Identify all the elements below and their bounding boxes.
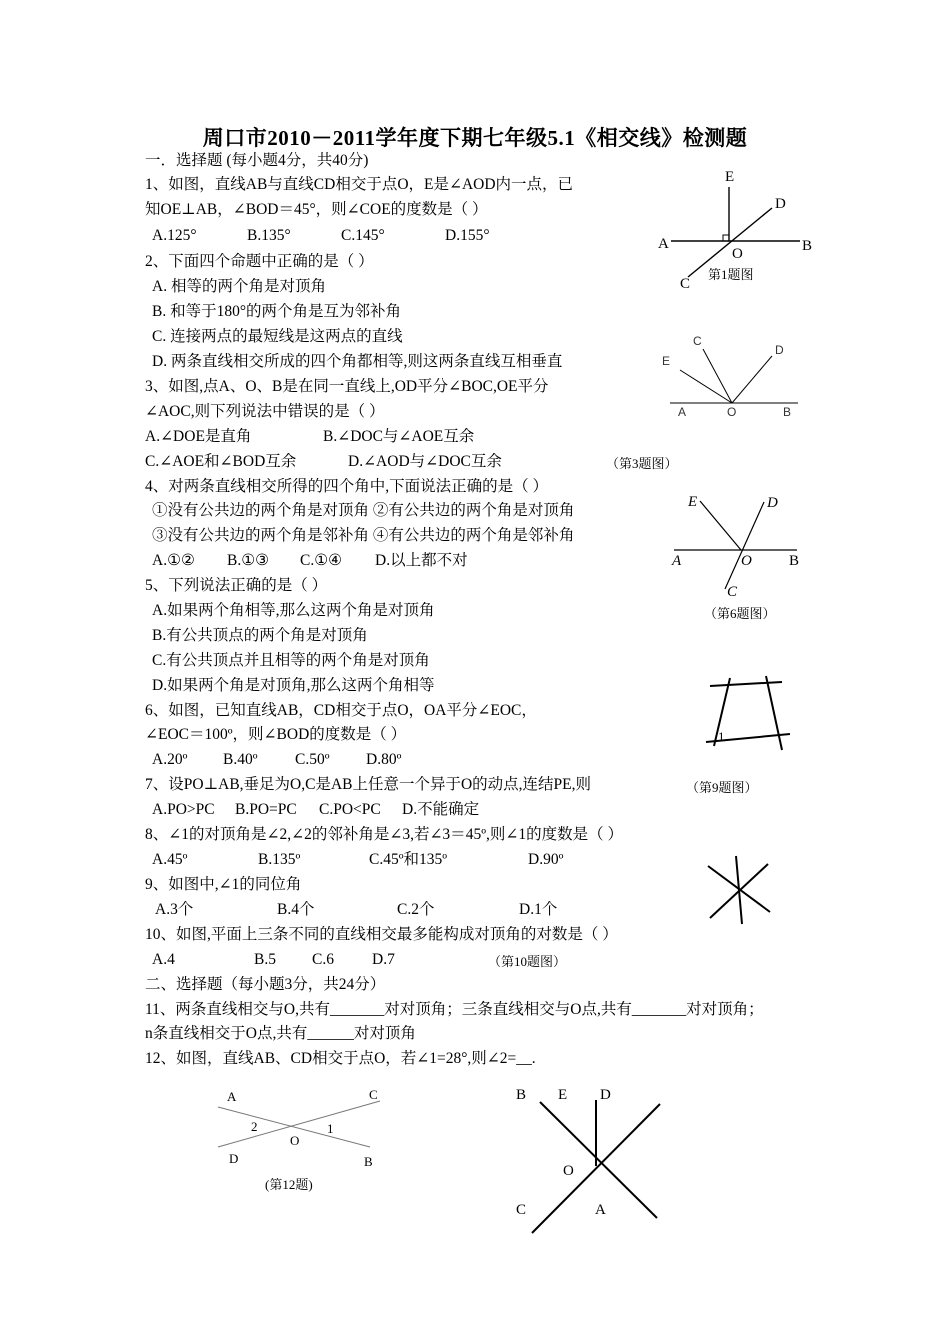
figure-10 bbox=[700, 850, 780, 930]
fig1-label-a: A bbox=[658, 236, 669, 252]
q3-line1: 3、如图,点A、O、B是在同一直线上,OD平分∠BOC,OE平分 bbox=[145, 378, 549, 395]
figure-3 bbox=[660, 330, 810, 410]
q12-stem: 12、如图，直线AB、CD相交于点O，若∠1=28°,则∠2=__. bbox=[145, 1050, 536, 1067]
q7-option-b: B.PO=PC bbox=[235, 801, 297, 818]
fig1-label-e: E bbox=[725, 169, 735, 185]
fig10-caption: （第10题图） bbox=[488, 954, 567, 969]
q8-option-b: B.135º bbox=[258, 851, 301, 868]
q6-option-a: A.20º bbox=[152, 751, 188, 768]
q1-option-b: B.135° bbox=[247, 227, 291, 244]
q7-option-d: D.不能确定 bbox=[402, 801, 480, 818]
fig12-label-o: O bbox=[290, 1133, 300, 1148]
q10-option-a: A.4 bbox=[152, 951, 175, 968]
q4-stem: 4、对两条直线相交所得的四个角中,下面说法正确的是（ ） bbox=[145, 478, 549, 495]
q4-option-a: A.①② bbox=[152, 552, 195, 569]
fig-final-label-d: D bbox=[600, 1087, 611, 1103]
q2-option-b: B. 和等于180°的两个角是互为邻补角 bbox=[152, 303, 402, 320]
fig3-label-b: B bbox=[783, 405, 792, 419]
q6-line2: ∠EOC＝100º，则∠BOD的度数是（ ） bbox=[145, 726, 407, 743]
q2-option-d: D. 两条直线相交所成的四个角都相等,则这两条直线互相垂直 bbox=[152, 353, 563, 370]
q5-option-c: C.有公共顶点并且相等的两个角是对顶角 bbox=[152, 652, 430, 669]
fig-final-label-e: E bbox=[558, 1087, 568, 1103]
q6-option-b: B.40º bbox=[223, 751, 258, 768]
fig12-label-c: C bbox=[369, 1087, 378, 1102]
fig3-label-o: O bbox=[727, 405, 737, 419]
q2-option-a: A. 相等的两个角是对顶角 bbox=[152, 278, 326, 295]
q6-option-c: C.50º bbox=[295, 751, 330, 768]
q9-option-d: D.1个 bbox=[519, 901, 558, 918]
q1-option-d: D.155° bbox=[445, 227, 490, 244]
q8-option-a: A.45º bbox=[152, 851, 188, 868]
q3-option-d: D.∠AOD与∠DOC互余 bbox=[348, 453, 502, 470]
fig9-label-1: 1 bbox=[718, 729, 725, 744]
fig6-label-c: C bbox=[727, 584, 738, 600]
fig12-label-b: B bbox=[364, 1154, 373, 1169]
page-title: 周口市2010－2011学年度下期七年级5.1《相交线》检测题 bbox=[202, 126, 748, 150]
q3-option-b: B.∠DOC与∠AOE互余 bbox=[323, 428, 475, 445]
section-1-heading: 一．选择题 (每小题4分，共40分) bbox=[145, 152, 369, 169]
q4-statements-1: ①没有公共边的两个角是对顶角 ②有公共边的两个角是对顶角 bbox=[152, 502, 575, 519]
fig12-caption: (第12题) bbox=[265, 1177, 313, 1192]
fig-final-label-o: O bbox=[563, 1163, 574, 1179]
q10-option-c: C.6 bbox=[312, 951, 334, 968]
q7-stem: 7、设PO⊥AB,垂足为O,C是AB上任意一个异于O的动点,连结PE,则 bbox=[145, 776, 592, 793]
fig-final-label-c: C bbox=[516, 1202, 527, 1218]
figure-12 bbox=[210, 1095, 390, 1155]
q9-option-c: C.2个 bbox=[397, 901, 435, 918]
q2-stem: 2、下面四个命题中正确的是（ ） bbox=[145, 253, 374, 270]
fig1-label-c: C bbox=[680, 276, 691, 292]
fig6-label-a: A bbox=[672, 553, 682, 569]
fig3-label-a: A bbox=[678, 405, 687, 419]
fig1-caption: 第1题图 bbox=[708, 267, 754, 282]
q4-option-c: C.①④ bbox=[300, 552, 343, 569]
q8-stem: 8、∠1的对顶角是∠2,∠2的邻补角是∠3,若∠3＝45º,则∠1的度数是（ ） bbox=[145, 826, 623, 843]
fig12-label-1: 1 bbox=[327, 1121, 334, 1136]
q1-option-a: A.125° bbox=[152, 227, 197, 244]
q8-option-d: D.90º bbox=[528, 851, 564, 868]
q9-option-a: A.3个 bbox=[155, 901, 194, 918]
fig3-label-e: E bbox=[662, 354, 671, 368]
q4-statements-2: ③没有公共边的两个角是邻补角 ④有公共边的两个角是邻补角 bbox=[152, 527, 575, 544]
q6-option-d: D.80º bbox=[366, 751, 402, 768]
q1-line1: 1、如图，直线AB与直线CD相交于点O，E是∠AOD内一点，已 bbox=[145, 176, 574, 193]
fig-final-label-a: A bbox=[595, 1202, 606, 1218]
fig12-label-2: 2 bbox=[251, 1119, 258, 1134]
q5-stem: 5、下列说法正确的是（ ） bbox=[145, 577, 328, 594]
fig3-label-c: C bbox=[693, 334, 702, 348]
q4-option-b: B.①③ bbox=[227, 552, 270, 569]
figure-9 bbox=[700, 670, 800, 760]
fig1-label-o: O bbox=[732, 246, 743, 262]
q10-stem: 10、如图,平面上三条不同的直线相交最多能构成对顶角的对数是（ ） bbox=[145, 926, 618, 943]
q7-option-c: C.PO<PC bbox=[319, 801, 381, 818]
fig12-label-a: A bbox=[227, 1089, 237, 1104]
q7-option-a: A.PO>PC bbox=[152, 801, 215, 818]
q5-option-d: D.如果两个角是对顶角,那么这两个角相等 bbox=[152, 677, 435, 694]
q3-option-c: C.∠AOE和∠BOD互余 bbox=[145, 453, 297, 470]
q5-option-a: A.如果两个角相等,那么这两个角是对顶角 bbox=[152, 602, 435, 619]
fig6-label-b: B bbox=[789, 553, 800, 569]
q1-option-c: C.145° bbox=[341, 227, 385, 244]
q11-line2: n条直线相交于O点,共有______对对顶角 bbox=[145, 1025, 416, 1042]
q11-line1: 11、两条直线相交与O,共有_______对对顶角；三条直线相交与O点,共有_______对对顶角； bbox=[145, 1001, 764, 1018]
fig6-label-d: D bbox=[767, 495, 778, 511]
fig1-label-d: D bbox=[775, 196, 786, 212]
fig6-caption: （第6题图） bbox=[704, 606, 776, 621]
q9-stem: 9、如图中,∠1的同位角 bbox=[145, 876, 302, 893]
q10-option-d: D.7 bbox=[372, 951, 395, 968]
q3-line2: ∠AOC,则下列说法中错误的是（ ） bbox=[145, 403, 385, 420]
q3-option-a: A.∠DOE是直角 bbox=[145, 428, 252, 445]
q10-option-b: B.5 bbox=[254, 951, 276, 968]
q4-option-d: D.以上都不对 bbox=[375, 552, 468, 569]
q9-option-b: B.4个 bbox=[277, 901, 315, 918]
section-2-heading: 二、选择题（每小题3分，共24分） bbox=[145, 976, 386, 993]
q5-option-b: B.有公共顶点的两个角是对顶角 bbox=[152, 627, 368, 644]
q1-line2: 知OE⊥AB，∠BOD＝45°，则∠COE的度数是（ ） bbox=[145, 201, 488, 218]
fig12-label-d: D bbox=[229, 1151, 239, 1166]
fig6-label-o: O bbox=[741, 553, 752, 569]
fig6-label-e: E bbox=[688, 494, 698, 510]
fig3-caption: （第3题图） bbox=[606, 456, 678, 471]
q8-option-c: C.45º和135º bbox=[369, 851, 448, 868]
fig1-label-b: B bbox=[802, 238, 813, 254]
fig3-label-d: D bbox=[775, 343, 784, 357]
fig-final-label-b: B bbox=[516, 1087, 527, 1103]
fig9-caption: （第9题图） bbox=[686, 780, 758, 795]
q6-line1: 6、如图，已知直线AB，CD相交于点O，OA平分∠EOC， bbox=[145, 702, 537, 719]
q2-option-c: C. 连接两点的最短线是这两点的直线 bbox=[152, 328, 403, 345]
